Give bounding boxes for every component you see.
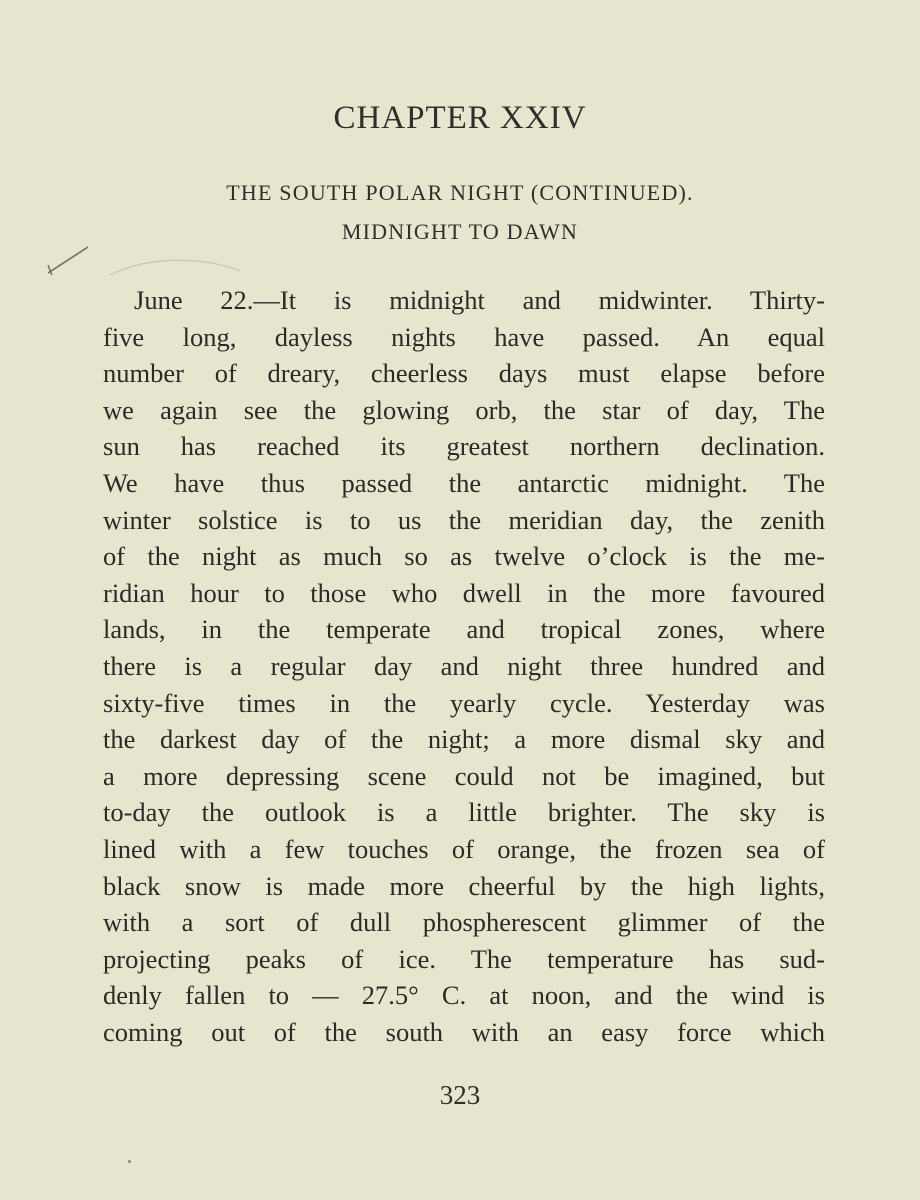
page-number: 323	[439, 1080, 481, 1110]
text-line: lands, in the temperate and tropical zones, where	[103, 614, 825, 645]
text-line: ridian hour to those who dwell in the more favoured	[103, 577, 825, 608]
text-line: lined with a few touches of orange, the frozen sea of	[103, 833, 825, 864]
section-heading-line-1: THE SOUTH POLAR NIGHT (CONTINUED).	[226, 180, 694, 205]
text-line: a more depressing scene could not be imagined, but	[103, 760, 825, 791]
text-line: sun has reached its greatest northern declination.	[103, 431, 825, 462]
chapter-heading: CHAPTER XXIV	[333, 100, 587, 136]
text-line: of the night as much so as twelve o’clock is the me-	[103, 541, 825, 572]
text-line: number of dreary, cheerless days must elapse before	[103, 358, 825, 389]
paper-speck	[128, 1160, 131, 1163]
text-line: projecting peaks of ice. The temperature has sud-	[103, 943, 825, 974]
text-line: winter solstice is to us the meridian day, the zenith	[103, 504, 825, 535]
text-line: June 22.—It is midnight and midwinter. Thirty-	[134, 285, 825, 315]
text-line: there is a regular day and night three hundred and	[103, 650, 825, 681]
text-line: We have thus passed the antarctic midnight. The	[103, 467, 825, 498]
text-line: five long, dayless nights have passed. An equal	[103, 321, 825, 352]
text-line: the darkest day of the night; a more dismal sky and	[103, 724, 825, 755]
text-line: we again see the glowing orb, the star of day, The	[103, 394, 825, 425]
text-line: denly fallen to — 27.5° C. at noon, and the wind is	[103, 980, 825, 1011]
text-line: to-day the outlook is a little brighter. The sky is	[103, 797, 825, 828]
section-heading-line-2: MIDNIGHT TO DAWN	[341, 219, 579, 244]
text-line: with a sort of dull phospherescent glimmer of the	[103, 907, 825, 938]
text-line: coming out of the south with an easy force which	[103, 1016, 825, 1047]
text-line: sixty-five times in the yearly cycle. Yesterday was	[103, 687, 825, 718]
body-paragraph	[103, 282, 825, 1050]
text-line: black snow is made more cheerful by the high lights,	[103, 870, 825, 901]
